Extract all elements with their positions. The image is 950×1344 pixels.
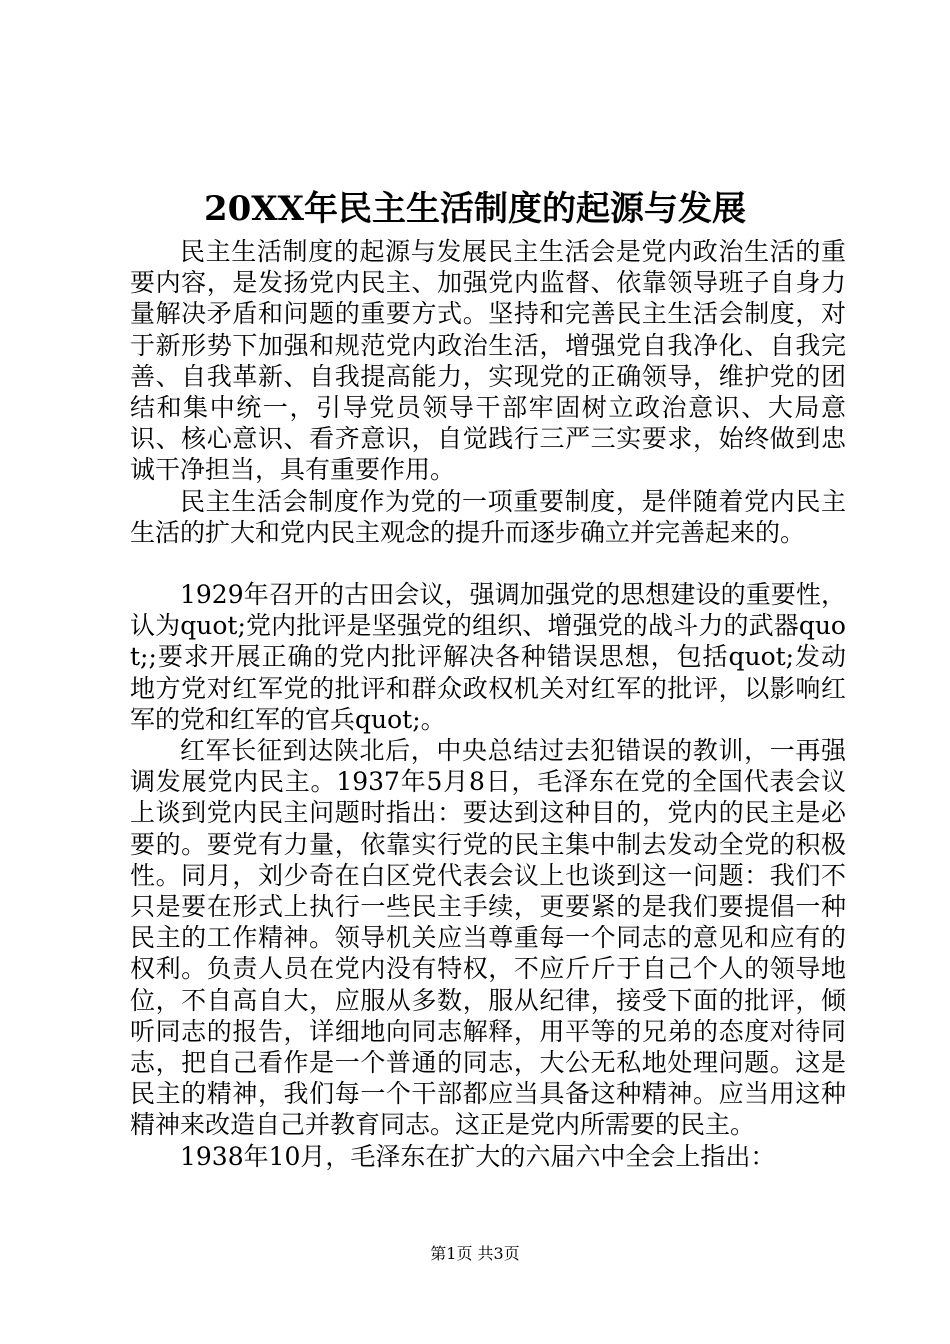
page-footer: 第1页 共3页 bbox=[430, 1244, 520, 1263]
paragraph-gutian: 1929年召开的古田会议，强调加强党的思想建设的重要性，认为quot;党内批评是坚强党的组织、增强党的战斗力的武器quot;;要求开展正确的党内批评解决各种错误思想，包括quot;发动地方党对红军党的批评和群众政权机关对红军的批评，以影响红军的党和红军的官兵quot;。 bbox=[130, 580, 846, 734]
paragraph-1938: 1938年10月，毛泽东在扩大的六届六中全会上指出： bbox=[180, 1141, 776, 1171]
paragraph-intro: 民主生活制度的起源与发展民主生活会是党内政治生活的重要内容，是发扬党内民主、加强党内监督、依靠领导班子自身力量解决矛盾和问题的重要方式。坚持和完善民主生活会制度，对于新形势下加强和规范党内政治生活，增强党自我净化、自我完善、自我革新、自我提高能力，实现党的正确领导，维护党的团结和集中统一，引导党员领导干部牢固树立政治意识、大局意识、核心意识、看齐意识，自觉践行三严三实要求，始终做到忠诚干净担当，具有重要作用。 bbox=[130, 237, 846, 485]
document-body bbox=[130, 236, 846, 1172]
paragraph-system: 民主生活会制度作为党的一项重要制度，是伴随着党内民主生活的扩大和党内民主观念的提升而逐步确立并完善起来的。 bbox=[130, 486, 846, 547]
document-title: 20XX年民主生活制度的起源与发展 bbox=[203, 189, 747, 229]
paragraph-shaanbei: 红军长征到达陕北后，中央总结过去犯错误的教训，一再强调发展党内民主。1937年5月8日，毛泽东在党的全国代表会议上谈到党内民主问题时指出：要达到这种目的，党内的民主是必要的。要党有力量，依靠实行党的民主集中制去发动全党的积极性。同月，刘少奇在白区党代表会议上也谈到这一问题：我们不只是要在形式上执行一些民主手续，更要紧的是我们要提倡一种民主的工作精神。领导机关应当尊重每一个同志的意见和应有的权利。负责人员在党内没有特权，不应斤斤于自己个人的领导地位，不自高自大，应服从多数，服从纪律，接受下面的批评，倾听同志的报告，详细地向同志解释，用平等的兄弟的态度对待同志，把自己看作是一个普通的同志，大公无私地处理问题。这是民主的精神，我们每一个干部都应当具备这种精神。应当用这种精神来改造自己并教育同志。这正是党内所需要的民主。 bbox=[130, 736, 846, 1140]
